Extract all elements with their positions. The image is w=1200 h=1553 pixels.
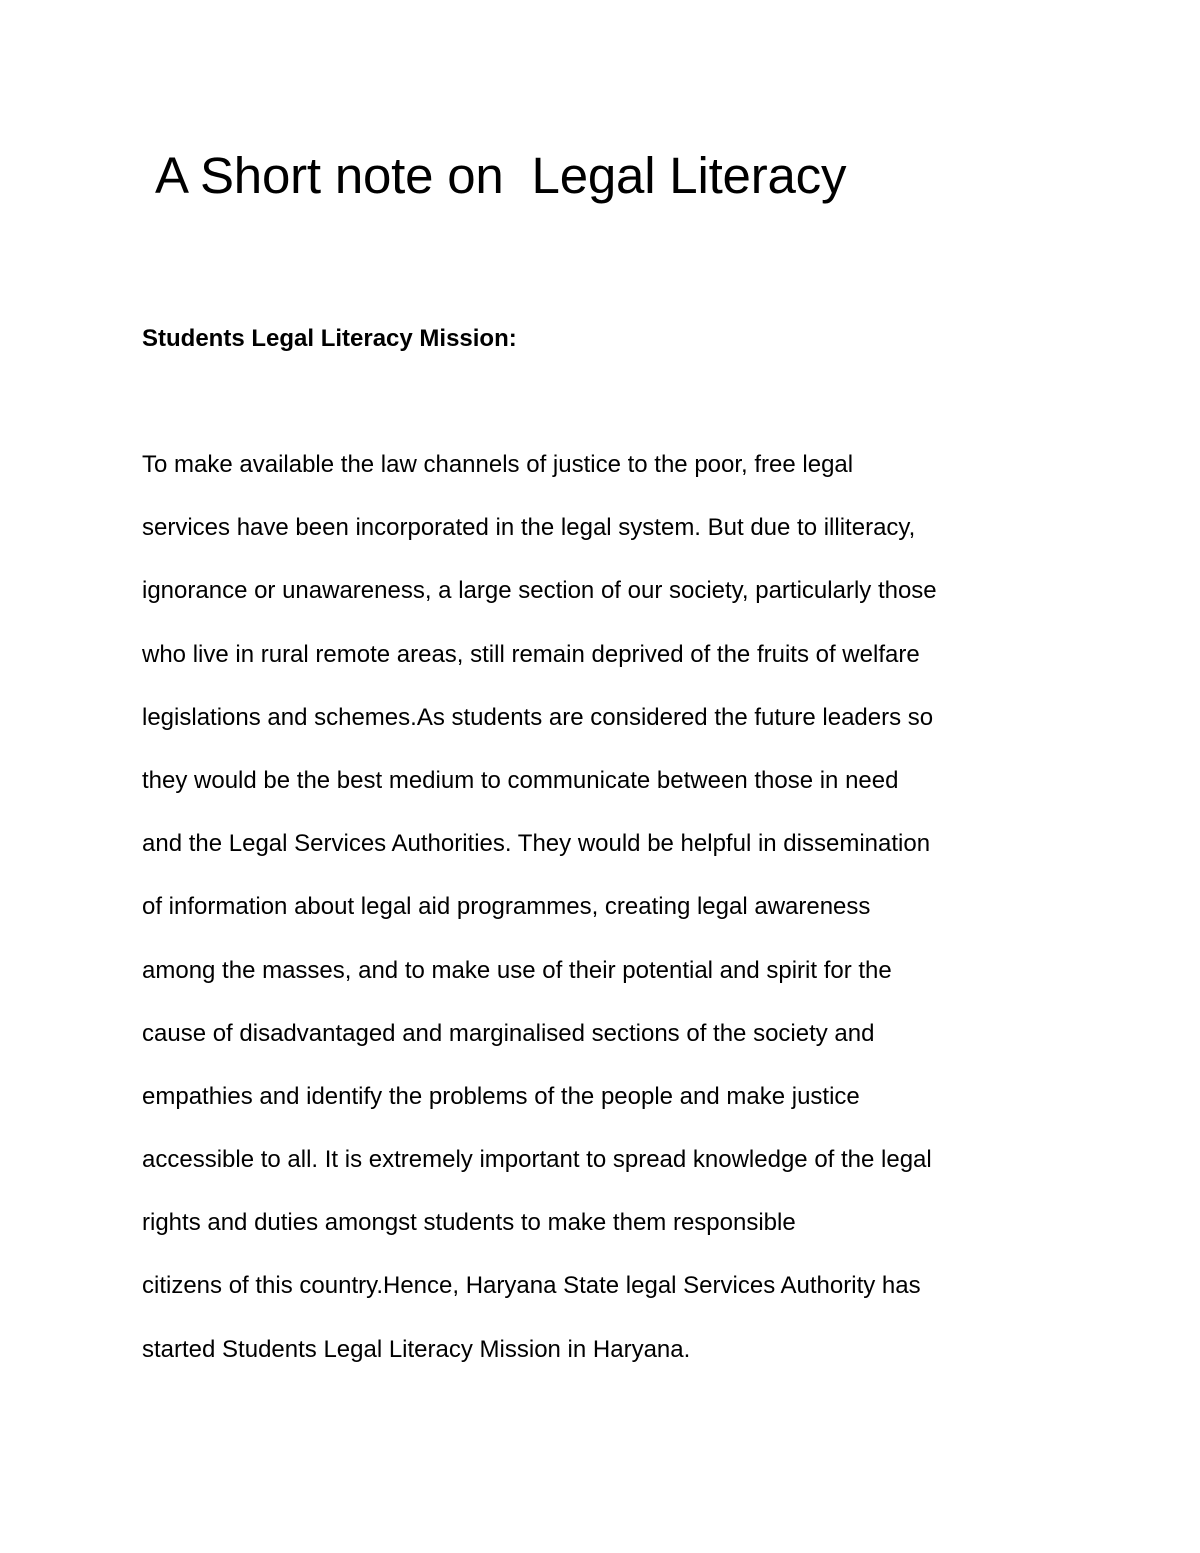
body-line: To make available the law channels of justice to the poor, free legal xyxy=(142,451,854,478)
body-line: rights and duties amongst students to make them responsible xyxy=(142,1209,796,1237)
body-line: ignorance or unawareness, a large section of our society, particularly those xyxy=(142,577,937,605)
body-paragraph xyxy=(142,448,1102,1396)
section-heading: Students Legal Literacy Mission: xyxy=(142,325,517,352)
body-line: among the masses, and to make use of their potential and spirit for the xyxy=(142,956,892,984)
body-line: started Students Legal Literacy Mission in Haryana. xyxy=(142,1335,691,1363)
body-line: accessible to all. It is extremely important to spread knowledge of the legal xyxy=(142,1146,932,1174)
body-line: services have been incorporated in the legal system. But due to illiteracy, xyxy=(142,514,916,542)
body-line: empathies and identify the problems of the people and make justice xyxy=(142,1082,860,1110)
body-line: citizens of this country.Hence, Haryana State legal Services Authority has xyxy=(142,1272,921,1300)
body-line: and the Legal Services Authorities. They would be helpful in dissemination xyxy=(142,830,931,858)
body-line: who live in rural remote areas, still remain deprived of the fruits of welfare xyxy=(142,640,920,668)
body-line: cause of disadvantaged and marginalised sections of the society and xyxy=(142,1019,875,1047)
document-title: A Short note on Legal Literacy xyxy=(155,147,847,204)
body-line: they would be the best medium to communicate between those in need xyxy=(142,766,899,794)
body-line: legislations and schemes.As students are considered the future leaders so xyxy=(142,703,934,731)
body-line: of information about legal aid programmes, creating legal awareness xyxy=(142,893,871,921)
